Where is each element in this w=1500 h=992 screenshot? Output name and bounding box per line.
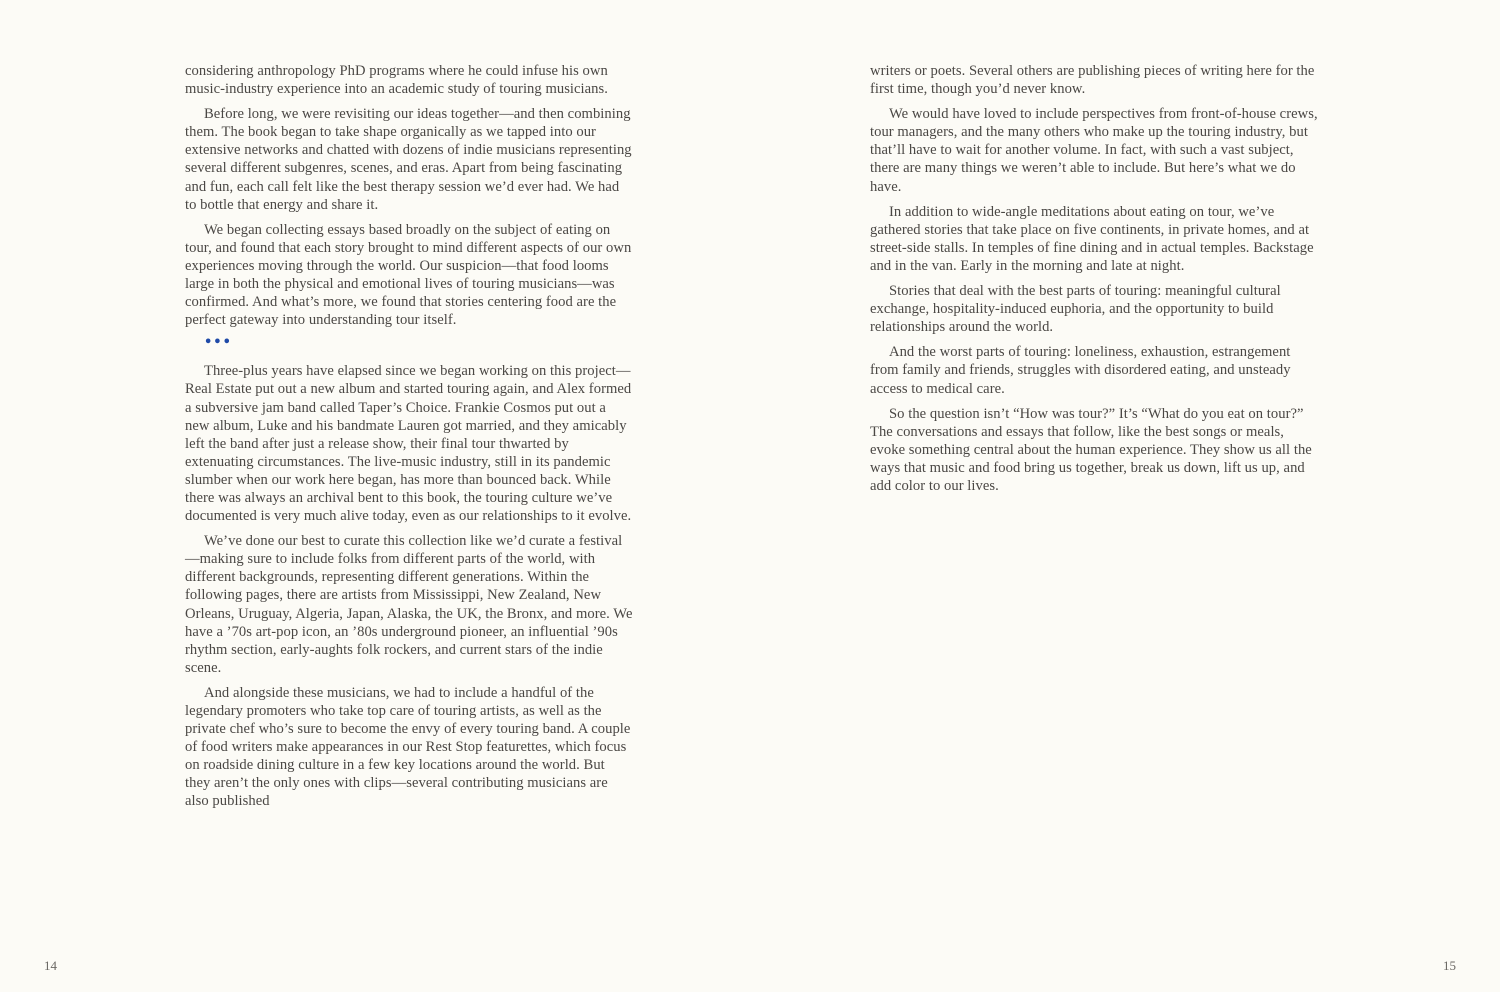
section-separator: •••: [204, 335, 232, 351]
paragraph: writers or poets. Several others are publishing pieces of writing here for the first time, though you’d never know.: [870, 63, 1315, 98]
paragraph: Before long, we were revisiting our ideas together—and then combining them. The book began to take shape organically as we tapped into our extensive networks and chatted with dozens of indie musicians representing several different subgenres, scenes, and eras. Apart from being fascinating and fun, each call felt like the best therapy session we’d ever had. We had to bottle that energy and share it.: [185, 106, 632, 213]
page-number-left: 14: [44, 958, 57, 973]
page-number-right: 15: [1443, 958, 1456, 973]
paragraph: And alongside these musicians, we had to include a handful of the legendary promoters who take top care of touring artists, as well as the private chef who’s sure to become the envy of every touring band. A couple of food writers make appearances in our Rest Stop featurettes, which focus on roadside dining culture in a few key locations around the world. But they aren’t the only ones with clips—several contributing musicians are also published: [185, 684, 631, 810]
paragraph: We’ve done our best to curate this collection like we’d curate a festival—making sure to include folks from different parts of the world, with different backgrounds, representing different generations. Within the following pages, there are artists from Mississippi, New Zealand, New Orleans, Uruguay, Algeria, Japan, Alaska, the UK, the Bronx, and more. We have a ’70s art-pop icon, an ’80s underground pioneer, an influential ’90s rhythm section, early-aughts folk rockers, and current stars of the indie scene.: [185, 533, 633, 676]
paragraph: Three-plus years have elapsed since we began working on this project—Real Estate put out a new album and started touring again, and Alex formed a subversive jam band called Taper’s Choice. Frankie Cosmos put out a new album, Luke and his bandmate Lauren got married, and they amicably left the band after just a release show, their final tour thwarted by extenuating circumstances. The live-music industry, still in its pandemic slumber when our work here began, has more than bounced back. While there was always an archival bent to this book, the touring culture we’ve documented is very much alive today, even as our relationships to it evolve.: [185, 363, 632, 525]
paragraph: And the worst parts of touring: loneliness, exhaustion, estrangement from family and friends, struggles with disordered eating, and unsteady access to medical care.: [870, 344, 1291, 397]
left-text-column: [185, 62, 633, 818]
right-text-column: [870, 62, 1318, 502]
paragraph: We began collecting essays based broadly on the subject of eating on tour, and found that each story brought to mind different aspects of our own experiences moving through the world. Our suspicion—that food looms large in both the physical and emotional lives of touring musicians—was confirmed. And what’s more, we found that stories centering food are the perfect gateway into understanding tour itself.: [185, 221, 632, 329]
paragraph: We would have loved to include perspectives from front-of-house crews, tour managers, and the many others who make up the touring industry, but that’ll have to wait for another volume. In fact, with such a vast subject, there are many things we weren’t able to include. But here’s what we do have.: [870, 106, 1318, 195]
paragraph: In addition to wide-angle meditations about eating on tour, we’ve gathered stories that take place on five continents, in private homes, and at street-side stalls. In temples of fine dining and in actual temples. Backstage and in the van. Early in the morning and late at night.: [870, 203, 1314, 274]
paragraph: Stories that deal with the best parts of touring: meaningful cultural exchange, hospitality-induced euphoria, and the opportunity to build relationships around the world.: [870, 283, 1281, 336]
right-page: [750, 0, 1500, 992]
paragraph: So the question isn’t “How was tour?” It’s “What do you eat on tour?” The conversations and essays that follow, like the best songs or meals, evoke something central about the human experience. They show us all the ways that music and food bring us together, break us down, lift us up, and add color to our lives.: [870, 405, 1312, 494]
paragraph: considering anthropology PhD programs where he could infuse his own music-industry experience into an academic study of touring musicians.: [185, 63, 608, 98]
